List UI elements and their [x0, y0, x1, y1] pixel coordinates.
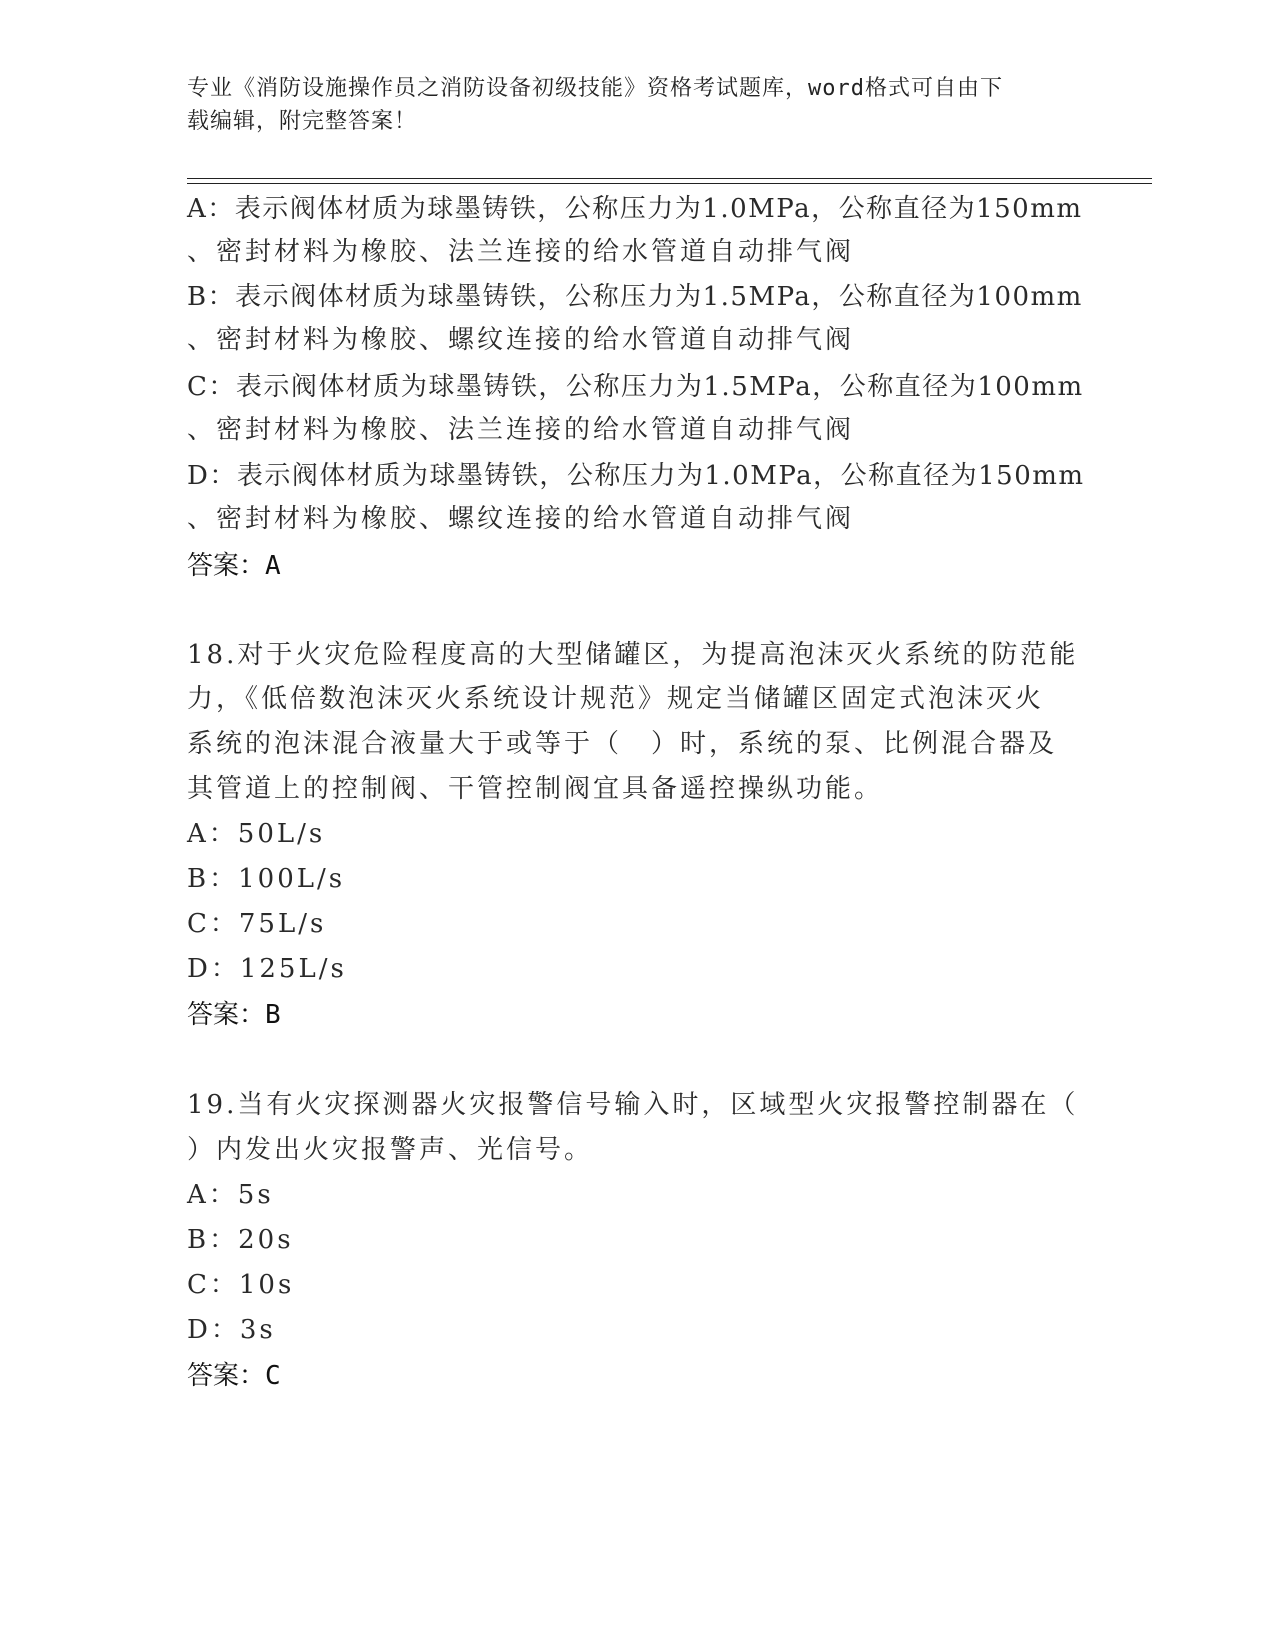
q18-option-b: B：100L/s — [187, 864, 346, 894]
q17-option-c-line-2: 、密封材料为橡胶、法兰连接的给水管道自动排气阀 — [187, 415, 855, 445]
q18-stem-line-1: 18.对于火灾危险程度高的大型储罐区，为提高泡沫灭火系统的防范能 — [187, 640, 1079, 670]
q17-answer: 答案：A — [187, 551, 281, 581]
q17-option-a-line-2: 、密封材料为橡胶、法兰连接的给水管道自动排气阀 — [187, 237, 855, 267]
document-header — [187, 72, 1067, 138]
q19-answer: 答案：C — [187, 1361, 281, 1391]
q18-option-a: A：50L/s — [187, 819, 326, 849]
q19-stem-line-1: 19.当有火灾探测器火灾报警信号输入时，区域型火灾报警控制器在（ — [187, 1090, 1079, 1120]
q18-stem-line-4: 其管道上的控制阀、干管控制阀宜具备遥控操纵功能。 — [187, 774, 884, 804]
q17-option-b-line-1: B：表示阀体材质为球墨铸铁，公称压力为1.5MPa，公称直径为100mm — [187, 282, 1083, 312]
q17-option-c-line-1: C：表示阀体材质为球墨铸铁，公称压力为1.5MPa，公称直径为100mm — [187, 372, 1084, 402]
q19-stem-line-2: ）内发出火灾报警声、光信号。 — [187, 1135, 594, 1165]
q19-option-b: B：20s — [187, 1225, 294, 1255]
q18-stem-line-2: 力，《低倍数泡沫灭火系统设计规范》规定当储罐区固定式泡沫灭火 — [187, 684, 1045, 714]
q19-option-a: A：5s — [187, 1180, 274, 1210]
header-line-2: 载编辑，附完整答案！ — [187, 109, 418, 134]
q17-option-d-line-1: D：表示阀体材质为球墨铸铁，公称压力为1.0MPa，公称直径为150mm — [187, 461, 1085, 491]
q18-option-d: D：125L/s — [187, 954, 347, 984]
q19-option-c: C：10s — [187, 1270, 295, 1300]
q17-option-a-line-1: A：表示阀体材质为球墨铸铁，公称压力为1.0MPa，公称直径为150mm — [187, 194, 1083, 224]
header-divider-bottom — [187, 183, 1152, 184]
q18-option-c: C：75L/s — [187, 909, 327, 939]
q19-option-d: D：3s — [187, 1315, 276, 1345]
header-line-1: 专业《消防设施操作员之消防设备初级技能》资格考试题库，word格式可自由下 — [187, 76, 1003, 101]
q17-option-b-line-2: 、密封材料为橡胶、螺纹连接的给水管道自动排气阀 — [187, 325, 855, 355]
q18-stem-line-3: 系统的泡沫混合液量大于或等于（ ）时，系统的泵、比例混合器及 — [187, 729, 1058, 759]
q17-option-d-line-2: 、密封材料为橡胶、螺纹连接的给水管道自动排气阀 — [187, 504, 855, 534]
q18-answer: 答案：B — [187, 1000, 281, 1030]
header-divider-top — [187, 178, 1152, 179]
